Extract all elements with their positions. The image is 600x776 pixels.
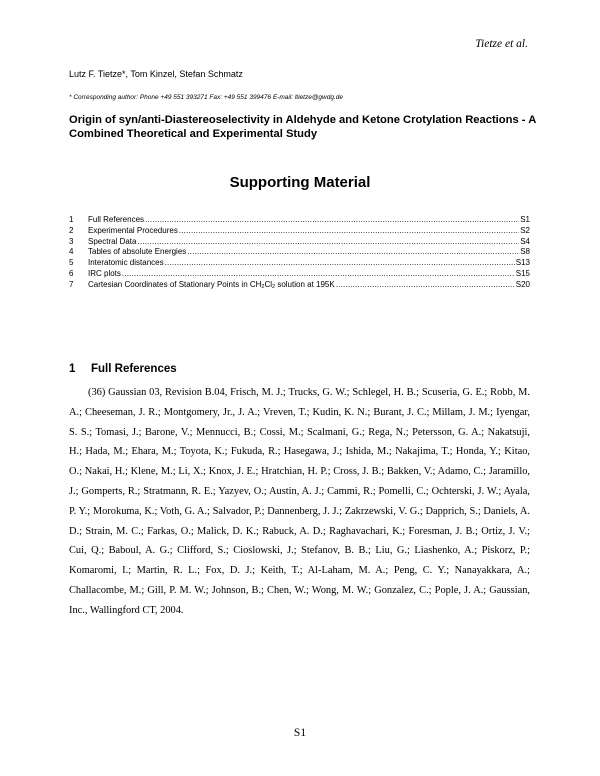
toc-title-part: Cl xyxy=(264,279,273,289)
toc-leader-dots xyxy=(145,215,519,226)
toc-entry-number: 5 xyxy=(69,258,74,268)
toc-title-part: solution at 195K xyxy=(275,279,335,289)
toc-entry-title: Interatomic distances xyxy=(88,258,164,268)
supporting-material-heading: Supporting Material xyxy=(229,174,371,191)
toc-leader-dots xyxy=(122,269,515,280)
section-number: 1 xyxy=(69,363,76,375)
toc-entry-number: 3 xyxy=(69,236,74,246)
toc-entry-number: 2 xyxy=(69,225,74,235)
toc-leader-dots xyxy=(137,237,519,248)
paper-title: Origin of syn/anti-Diastereoselectivity in Aldehyde and Ketone Crotylation Reactions - A Combined Theoretical and Experimental Study xyxy=(69,114,536,140)
toc-entry[interactable] xyxy=(69,269,530,280)
toc-entry-title xyxy=(88,280,335,293)
toc-leader-dots xyxy=(165,258,515,269)
toc-entry-number: 1 xyxy=(69,215,74,224)
toc-entry-page: S4 xyxy=(520,236,530,246)
toc-entry-title: Full References xyxy=(88,215,145,224)
reference-paragraph: (36) Gaussian 03, Revision B.04, Frisch, M. J.; Trucks, G. W.; Schlegel, H. B.; Scuseria, G. E.; Robb, M. A.; Cheeseman, J. R.; Montgomery, Jr., J. A.; Vreven, T.; Kudin, K. N.; Burant, J. C.; Millam, J. M.; Iyengar, S. S.; Tomasi, J.; Barone, V.; Mennucci, B.; Cossi, M.; Scalmani, G.; Rega, N.; Petersson, G. A.; Nakatsuji, H.; Hada, M.; Ehara, M.; Toyota, K.; Fukuda, R.; Hasegawa, J.; Ishida, M.; Nakajima, T.; Honda, Y.; Kitao, O.; Nakai, H.; Klene, M.; Li, X.; Knox, J. E.; Hratchian, H. P.; Cross, J. B.; Bakken, V.; Adamo, C.; Jaramillo, J.; Gomperts, R.; Stratmann, R. E.; Yazyev, O.; Austin, A. J.; Cammi, R.; Pomelli, C.; Ochterski, J. W.; Ayala, P. Y.; Morokuma, K.; Voth, G. A.; Salvador, P.; Dannenberg, J. J.; Zakrzewski, V. G.; Dapprich, S.; Daniels, A. D.; Strain, M. C.; Farkas, O.; Malick, D. K.; Rabuck, A. D.; Raghavachari, K.; Foresman, J. B.; Ortiz, J. V.; Cui, Q.; Baboul, A. G.; Clifford, S.; Cioslowski, J.; Stefanov, B. B.; Liu, G.; Liashenko, A.; Piskorz, P.; Komaromi, I.; Martin, R. L.; Fox, D. J.; Keith, T.; Al-Laham, M. A.; Peng, C. Y.; Nanayakkara, A.; Challacombe, M.; Gill, P. M. W.; Johnson, B.; Chen, W.; Wong, M. W.; Gonzalez, C.; Pople, J. A.; Gaussian, Inc., Wallingford CT, 2004. xyxy=(69,387,530,616)
toc-leader-dots xyxy=(187,247,519,258)
toc-entry[interactable] xyxy=(69,280,530,291)
toc-entry-title: Tables of absolute Energies xyxy=(88,247,187,257)
toc-entry-title: Spectral Data xyxy=(88,236,137,246)
toc-entry-page: S2 xyxy=(520,225,530,235)
toc-leader-dots xyxy=(179,226,519,237)
section-heading-full-references xyxy=(69,363,177,375)
subscript: 2 xyxy=(261,283,265,290)
toc-title-part: Cartesian Coordinates of Stationary Points in CH xyxy=(88,279,262,289)
toc-entry-number: 7 xyxy=(69,279,74,289)
toc-entry-title: IRC plots xyxy=(88,268,121,278)
toc-entry[interactable] xyxy=(69,226,530,237)
toc-entry[interactable] xyxy=(69,258,530,269)
running-head: Tietze et al. xyxy=(475,38,528,50)
toc-leader-dots xyxy=(336,280,515,291)
corresponding-author-note: * Corresponding author: Phone +49 551 393271 Fax: +49 551 399476 E-mail: ltietze@gwdg.de xyxy=(69,94,344,101)
section-title: Full References xyxy=(91,363,177,375)
toc-entry-title: Experimental Procedures xyxy=(88,225,178,235)
subscript: 2 xyxy=(272,283,276,290)
toc-entry-number: 6 xyxy=(69,268,74,278)
table-of-contents xyxy=(69,215,530,291)
toc-entry-number: 4 xyxy=(69,247,74,257)
toc-entry-page: S8 xyxy=(520,247,530,257)
toc-entry-page: S1 xyxy=(520,215,530,224)
toc-entry[interactable] xyxy=(69,247,530,258)
toc-entry[interactable] xyxy=(69,237,530,248)
toc-entry-page: S20 xyxy=(515,279,530,289)
toc-entry-page: S15 xyxy=(515,268,530,278)
toc-entry[interactable] xyxy=(69,215,530,226)
toc-entry-page: S13 xyxy=(515,258,530,268)
author-list: Lutz F. Tietze*, Tom Kinzel, Stefan Schmatz xyxy=(69,69,243,79)
page-number: S1 xyxy=(293,727,307,739)
